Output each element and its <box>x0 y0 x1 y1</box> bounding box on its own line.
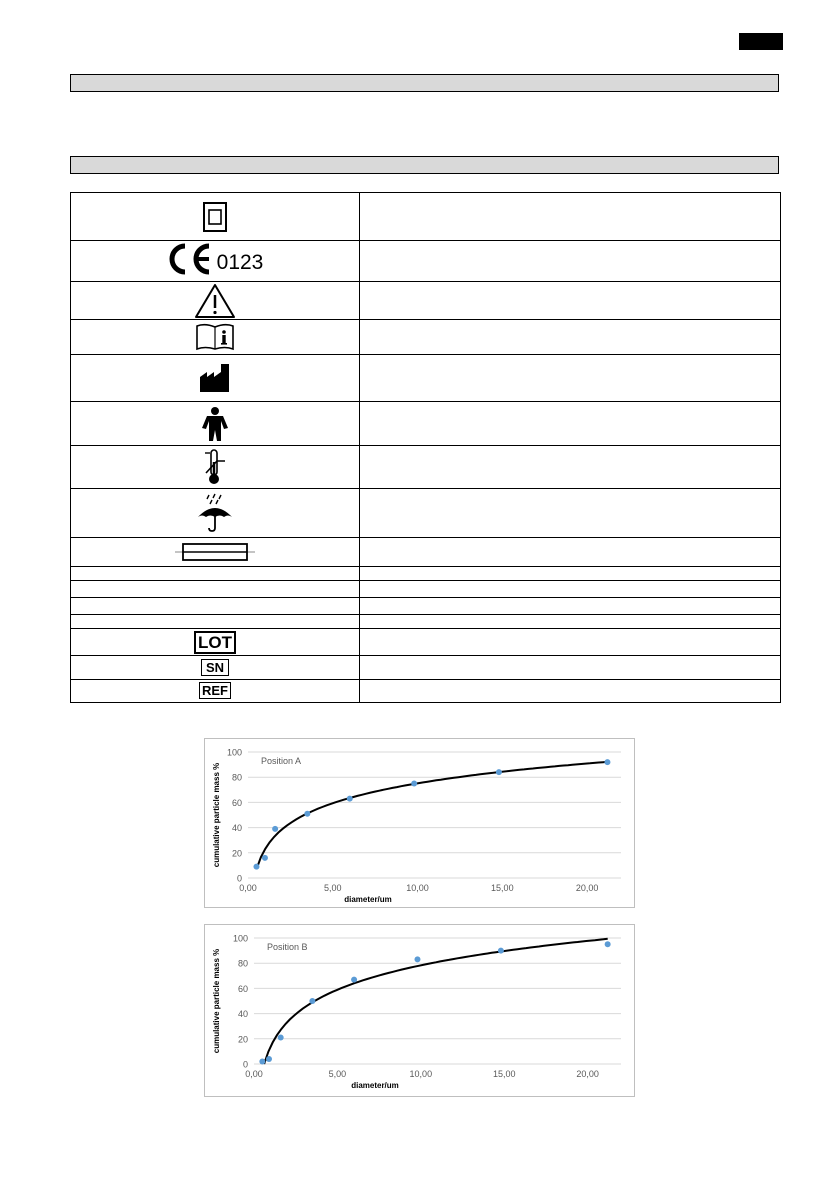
data-point <box>253 864 259 870</box>
data-point <box>309 998 315 1004</box>
y-tick-label: 0 <box>242 1059 248 1070</box>
chart-position-a <box>204 738 635 908</box>
section-header-bar <box>70 74 779 92</box>
data-point <box>414 956 420 962</box>
x-tick-label: 20,00 <box>576 1069 599 1079</box>
symbol-cell <box>71 656 360 680</box>
symbols-table <box>70 192 781 703</box>
manufacturer-icon <box>199 363 231 393</box>
reference-icon: REF <box>199 682 231 699</box>
lot-icon: LOT <box>194 631 236 654</box>
symbol-description <box>360 656 781 680</box>
table-row <box>71 320 781 355</box>
data-point <box>266 1056 272 1062</box>
x-tick-label: 15,00 <box>491 883 514 893</box>
x-tick-label: 20,00 <box>575 883 599 893</box>
x-tick-label: 10,00 <box>409 1069 433 1079</box>
symbol-cell <box>71 615 360 629</box>
consult-instructions-icon <box>195 323 235 351</box>
symbol-description <box>360 567 781 581</box>
data-point <box>259 1058 265 1064</box>
table-row <box>71 615 781 629</box>
data-point <box>278 1035 284 1041</box>
chart-svg-position-b <box>205 925 634 1096</box>
table-row <box>71 567 781 581</box>
symbol-cell <box>71 567 360 581</box>
symbol-cell <box>71 320 360 355</box>
data-point <box>262 855 268 861</box>
symbol-description <box>360 489 781 538</box>
data-point <box>605 941 611 947</box>
table-row <box>71 598 781 615</box>
chart-title: Position B <box>267 942 308 952</box>
data-point <box>272 826 278 832</box>
symbol-description <box>360 282 781 320</box>
symbol-cell <box>71 193 360 241</box>
section-header-bar <box>70 156 779 174</box>
symbol-description <box>360 446 781 489</box>
y-tick-label: 100 <box>232 933 248 944</box>
symbol-cell <box>71 446 360 489</box>
x-tick-label: 5,00 <box>328 1069 347 1079</box>
symbol-cell <box>71 241 360 282</box>
table-row <box>71 446 781 489</box>
type-b-applied-part-icon <box>201 406 229 442</box>
y-tick-label: 20 <box>237 1034 248 1045</box>
trendline <box>264 939 608 1064</box>
symbol-cell <box>71 629 360 656</box>
symbol-cell <box>71 355 360 402</box>
symbol-description <box>360 355 781 402</box>
symbol-cell <box>71 282 360 320</box>
x-tick-label: 10,00 <box>406 883 429 893</box>
data-point <box>496 769 502 775</box>
y-tick-label: 80 <box>231 772 242 783</box>
y-tick-label: 60 <box>231 797 242 808</box>
y-axis-label: cumulative particle mass % <box>212 762 221 868</box>
data-point <box>498 948 504 954</box>
ce-mark-icon <box>167 243 213 275</box>
keep-dry-icon <box>195 493 235 533</box>
y-tick-label: 40 <box>237 1009 248 1020</box>
chart-svg-position-a <box>205 739 634 907</box>
temperature-limit-icon <box>203 448 227 486</box>
x-tick-label: 0,00 <box>239 883 257 893</box>
table-row <box>71 241 781 282</box>
table-row <box>71 193 781 241</box>
symbol-cell <box>71 680 360 703</box>
symbol-description <box>360 629 781 656</box>
y-tick-label: 80 <box>237 958 248 969</box>
symbol-description <box>360 538 781 567</box>
data-point <box>304 811 310 817</box>
data-point <box>351 977 357 983</box>
symbol-description <box>360 402 781 446</box>
table-row <box>71 538 781 567</box>
symbol-cell <box>71 598 360 615</box>
symbol-description <box>360 581 781 598</box>
y-axis-label: cumulative particle mass % <box>212 948 221 1054</box>
symbol-description <box>360 320 781 355</box>
notified-body-number: 0123 <box>216 250 264 274</box>
y-tick-label: 20 <box>231 848 242 859</box>
table-row <box>71 656 781 680</box>
symbol-description <box>360 598 781 615</box>
y-tick-label: 0 <box>236 873 242 884</box>
x-tick-label: 5,00 <box>324 883 342 893</box>
chart-title: Position A <box>261 756 302 766</box>
symbol-cell <box>71 538 360 567</box>
serial-number-icon: SN <box>201 659 229 676</box>
chart-position-b <box>204 924 635 1097</box>
symbol-description <box>360 193 781 241</box>
symbol-description <box>360 615 781 629</box>
symbol-cell <box>71 402 360 446</box>
table-row <box>71 402 781 446</box>
data-point <box>347 796 353 802</box>
data-point <box>604 759 610 765</box>
double-insulation-icon <box>202 201 228 233</box>
table-row <box>71 355 781 402</box>
x-tick-label: 0,00 <box>245 1069 263 1079</box>
warning-icon <box>194 283 236 319</box>
symbol-description <box>360 680 781 703</box>
page-number-tab <box>739 33 783 50</box>
y-tick-label: 100 <box>226 747 242 758</box>
symbol-cell <box>71 581 360 598</box>
x-axis-label: diameter/um <box>344 895 392 904</box>
table-row <box>71 680 781 703</box>
symbol-cell <box>71 489 360 538</box>
table-row <box>71 489 781 538</box>
x-tick-label: 15,00 <box>492 1069 516 1079</box>
y-tick-label: 60 <box>237 983 248 994</box>
fuse-icon <box>175 541 255 563</box>
table-row <box>71 581 781 598</box>
symbol-description <box>360 241 781 282</box>
table-row <box>71 629 781 656</box>
y-tick-label: 40 <box>231 823 242 834</box>
table-row <box>71 282 781 320</box>
x-axis-label: diameter/um <box>351 1081 399 1090</box>
data-point <box>411 781 417 787</box>
